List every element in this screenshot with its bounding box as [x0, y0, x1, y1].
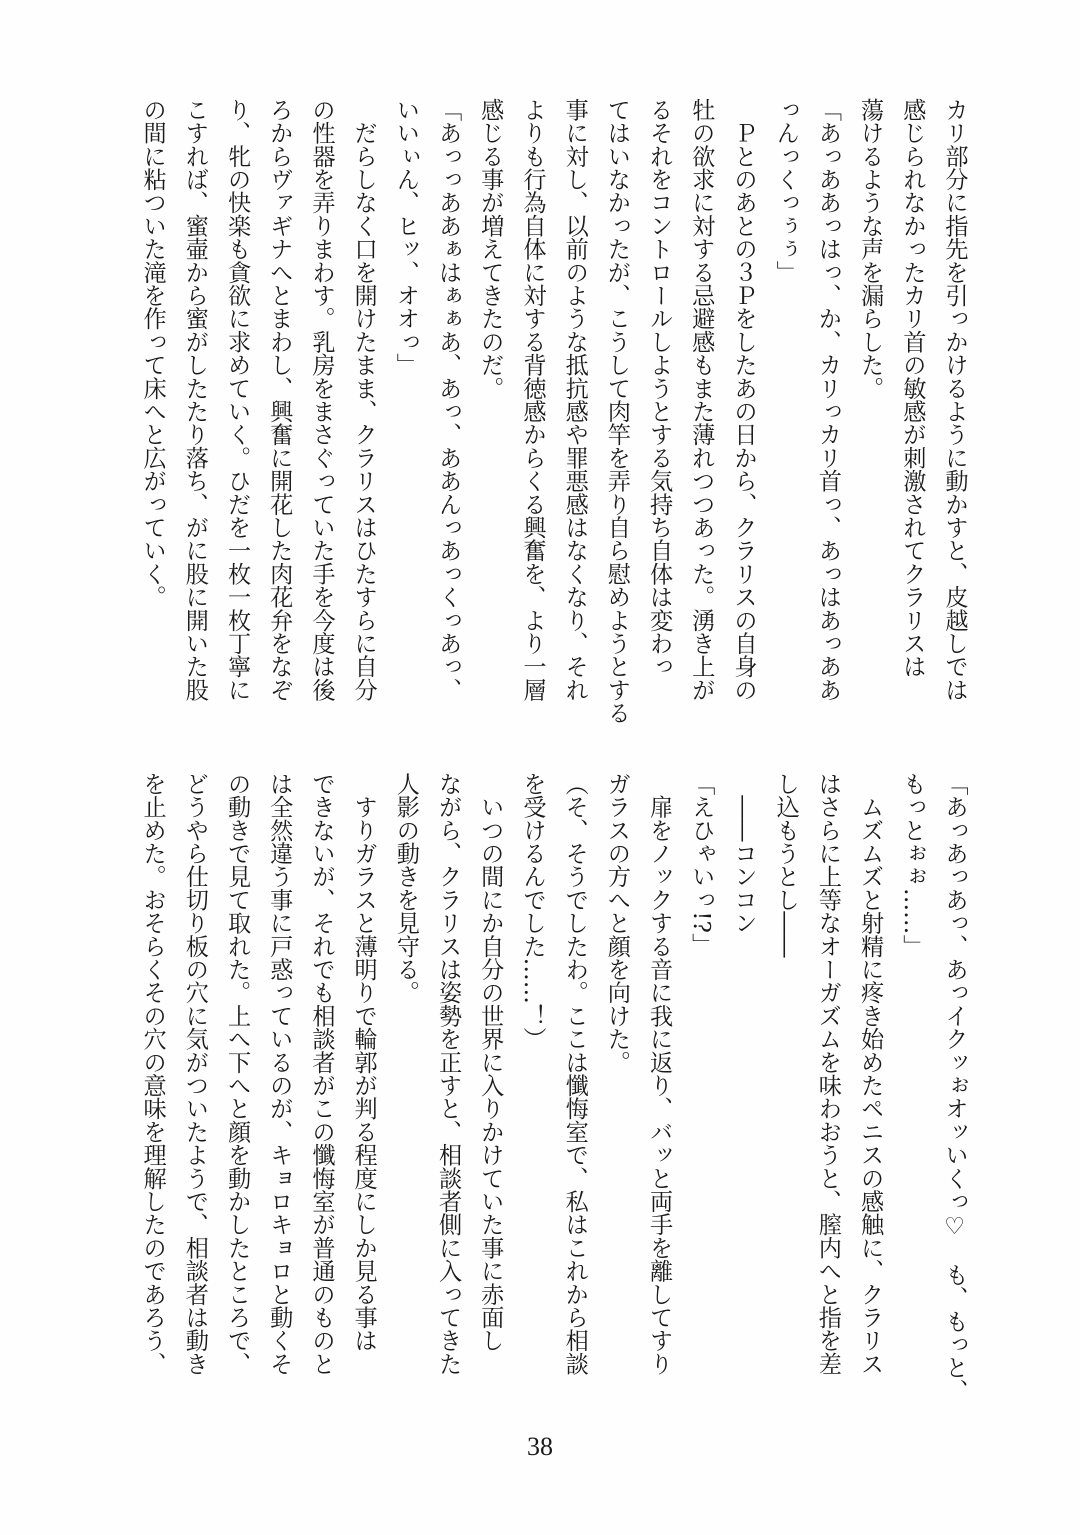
text-line: （そ、そうでしたわ。ここは懺悔室で、私はこれから相談 — [561, 772, 589, 1376]
text-line: 「えひゃいっ!?」 — [687, 772, 715, 957]
text-block-bottom — [130, 772, 975, 1403]
text-line: の性器を弄りまわす。乳房をまさぐっていた手を今度は後 — [307, 98, 335, 702]
text-line: 人影の動きを見守る。 — [392, 772, 420, 1004]
text-line: り、牝の快楽も貪欲に求めていく。ひだを一枚一枚丁寧に — [223, 98, 251, 702]
text-line: は全然違う事に戸惑っているのが、キョロキョロと動くそ — [265, 772, 293, 1376]
text-line: はさらに上等なオーガズムを味わおうと、膣内へと指を差 — [814, 772, 842, 1376]
text-line: を受けるんでした……！） — [518, 772, 546, 1051]
text-line: ガラスの方へと顔を向けた。 — [603, 772, 631, 1074]
text-block-top — [130, 98, 975, 725]
text-line: Ｐとのあとの３Ｐをしたあの日から、クラリスの自身の — [729, 98, 757, 702]
text-line: てはいなかったが、こうして肉竿を弄り自ら慰めようとする — [603, 98, 631, 725]
text-line: 感じられなかったカリ首の敏感が刺激されてクラリスは — [898, 98, 926, 678]
text-line: カリ部分に指先を引っかけるように動かすと、皮越しでは — [941, 98, 968, 702]
text-line: どうやら仕切り板の穴に気がついたようで、相談者は動き — [181, 772, 209, 1376]
text-line: 事に対し、以前のような抵抗感や罪悪感はなくなり、それ — [561, 98, 589, 702]
text-line: を止めた。おそらくその穴の意味を理解したのであろう、 — [139, 772, 167, 1376]
text-line: 蕩けるような声を漏らした。 — [856, 98, 884, 400]
text-line: だらしなく口を開けたまま、クラリスはひたすらに自分 — [350, 98, 378, 702]
text-line: ながら、クラリスは姿勢を正すと、相談者側に入ってきた — [434, 772, 462, 1376]
text-line: もっとぉぉ……」 — [898, 772, 926, 958]
text-line: の間に粘ついた滝を作って床へと広がっていく。 — [139, 98, 167, 609]
text-line: すりガラスと薄明りで輪郭が判る程度にしか見る事は — [350, 772, 378, 1353]
text-line: 扉をノックする音に我に返り、バッと両手を離してすり — [645, 772, 673, 1376]
text-line: いいぃん、ヒッ、オオっ」 — [392, 98, 420, 377]
text-line: よりも行為自体に対する背徳感からくる興奮を、より一層 — [518, 98, 546, 702]
text-line: ムズムズと射精に疼き始めたペニスの感触に、クラリス — [856, 772, 884, 1376]
text-line: こすれば、蜜壷から蜜がしたたり落ち、がに股に開いた股 — [181, 98, 209, 702]
text-line: ろからヴァギナへとまわし、興奮に開花した肉花弁をなぞ — [265, 98, 293, 702]
text-line: の動きで見て取れた。上へ下へと顔を動かしたところで、 — [223, 772, 251, 1376]
text-line: るそれをコントロールしようとする気持ち自体は変わっ — [645, 98, 673, 678]
text-line: ――コンコン — [729, 772, 757, 935]
text-line: 感じる事が増えてきたのだ。 — [476, 98, 504, 400]
text-line: 「あっああっはっ、か、カリっカリ首っ、あっはあっああ — [814, 98, 842, 702]
text-line: っんっくっぅぅ」 — [772, 98, 800, 284]
text-line: 「あっあっあっ、あっイクッぉオッいくっ♡ も、もっと、 — [941, 772, 968, 1403]
text-line: し込もうとし―― — [772, 772, 800, 958]
text-line: 牡の欲求に対する忌避感もまた薄れつつあった。湧き上が — [687, 98, 715, 702]
page-number: 38 — [527, 1432, 553, 1461]
text-line: いつの間にか自分の世界に入りかけていた事に赤面し — [476, 772, 504, 1352]
text-line: できないが、それでも相談者がこの懺悔室が普通のものと — [307, 772, 335, 1376]
text-line: 「あっっああぁはぁぁあ、あっ、ああんっあっくっあっ、 — [434, 98, 462, 702]
